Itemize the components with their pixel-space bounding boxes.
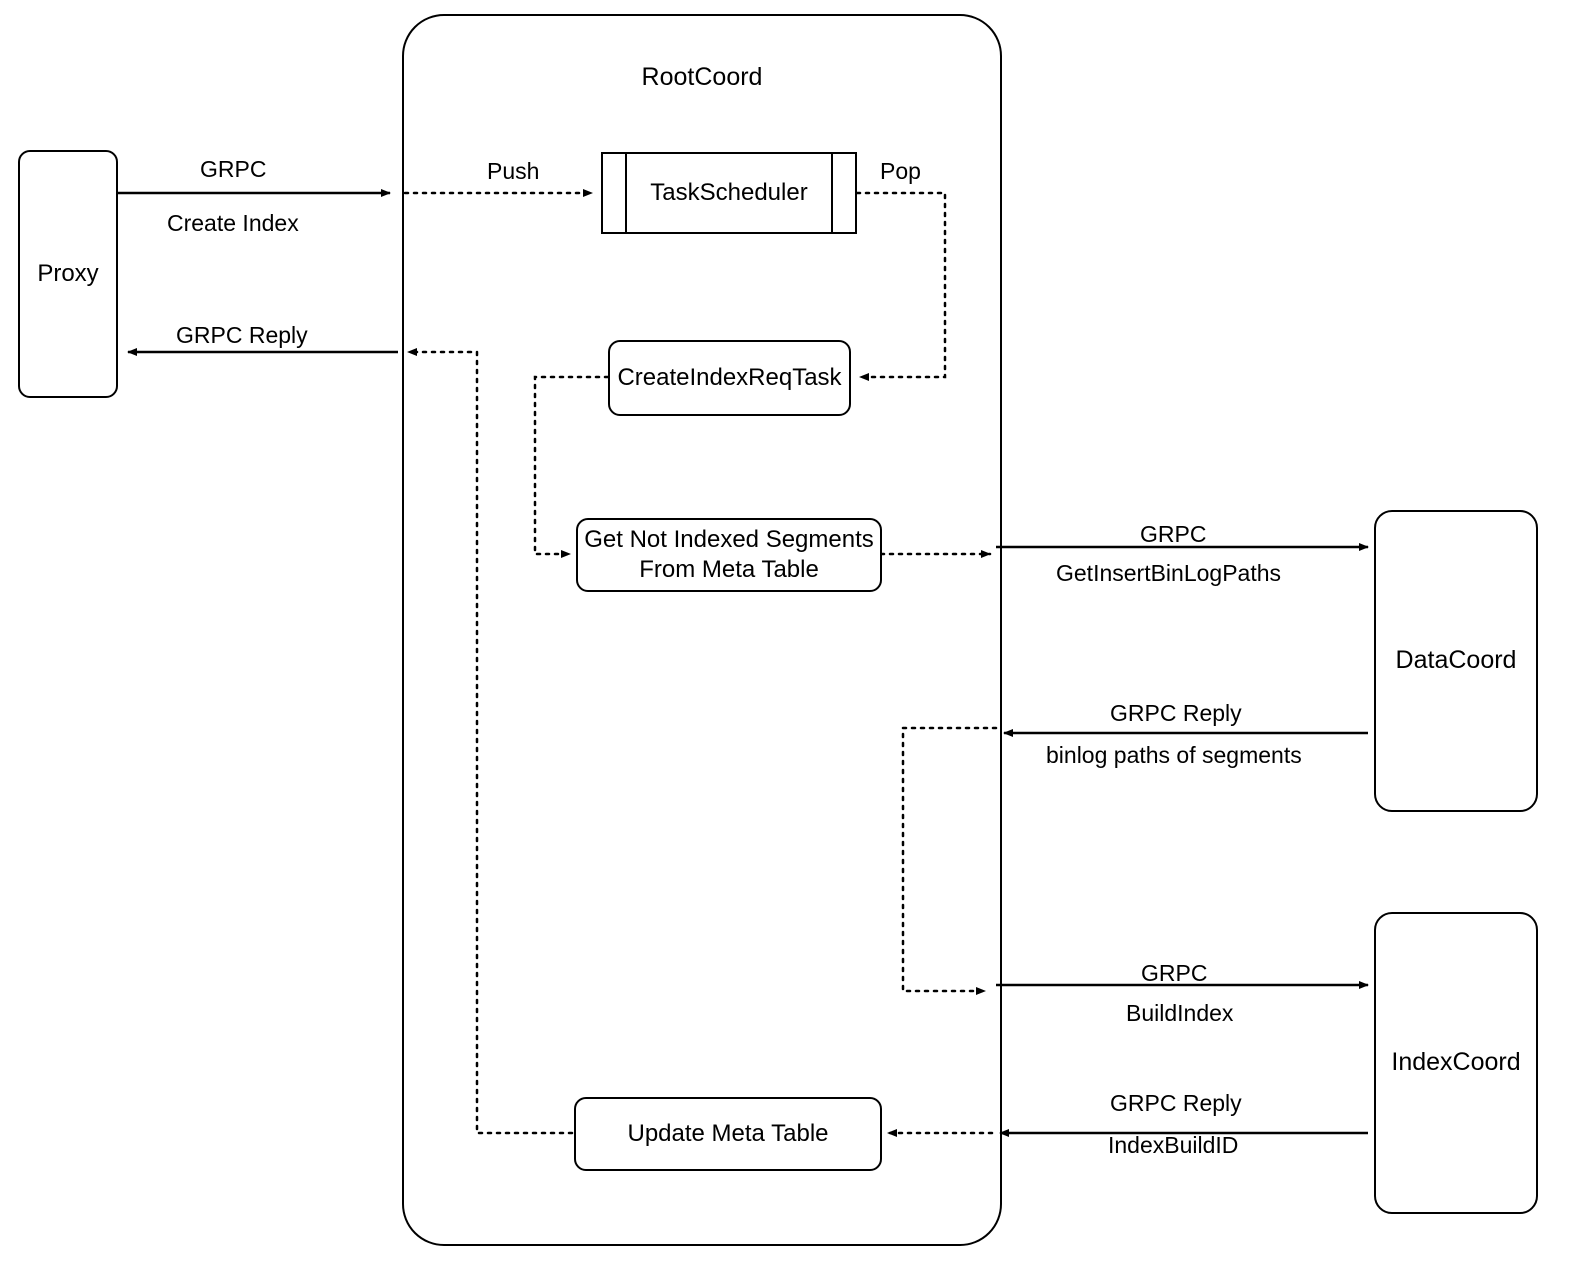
node-datacoord [1374, 510, 1538, 812]
node-task-scheduler [601, 152, 857, 234]
edge-label-grpc-reply-proxy: GRPC Reply [176, 322, 308, 348]
edge-label-grpc-reply-binlog-line2: binlog paths of segments [1046, 742, 1302, 768]
edge-label-grpc-reply-indexbuildid-line2: IndexBuildID [1108, 1132, 1239, 1158]
scheduler-divider-right [831, 154, 833, 232]
node-datacoord-label: DataCoord [1395, 646, 1517, 675]
edge-label-grpc-buildindex-line2: BuildIndex [1126, 1000, 1234, 1026]
node-create-index-req-task-label: CreateIndexReqTask [617, 364, 842, 391]
edge-label-grpc-reply-binlog-line1: GRPC Reply [1110, 700, 1242, 726]
edge-label-grpc-create-index-line1: GRPC [200, 156, 267, 182]
node-proxy [18, 150, 118, 398]
edge-label-grpc-reply-indexbuildid-line1: GRPC Reply [1110, 1090, 1242, 1116]
node-rootcoord-label: RootCoord [641, 63, 763, 91]
edge-label-grpc-getinsertbinlogpaths-line2: GetInsertBinLogPaths [1056, 560, 1282, 586]
node-get-not-indexed-segments-line2: From Meta Table [639, 556, 819, 583]
node-proxy-label: Proxy [37, 260, 99, 287]
edge-label-grpc-buildindex-line1: GRPC [1141, 960, 1208, 986]
edge-label-grpc-create-index-line2: Create Index [167, 210, 299, 236]
node-task-scheduler-label: TaskScheduler [650, 179, 808, 206]
node-get-not-indexed-segments-line1: Get Not Indexed Segments [584, 526, 874, 553]
scheduler-divider-left [625, 154, 627, 232]
node-update-meta-table [574, 1097, 882, 1171]
node-indexcoord [1374, 912, 1538, 1214]
node-get-not-indexed-segments [576, 518, 882, 592]
edge-label-grpc-getinsertbinlogpaths-line1: GRPC [1140, 521, 1207, 547]
node-update-meta-table-label: Update Meta Table [627, 1120, 829, 1147]
node-indexcoord-label: IndexCoord [1391, 1048, 1521, 1077]
node-create-index-req-task [608, 340, 851, 416]
edge-label-pop: Pop [880, 158, 921, 184]
edge-label-push: Push [487, 158, 540, 184]
